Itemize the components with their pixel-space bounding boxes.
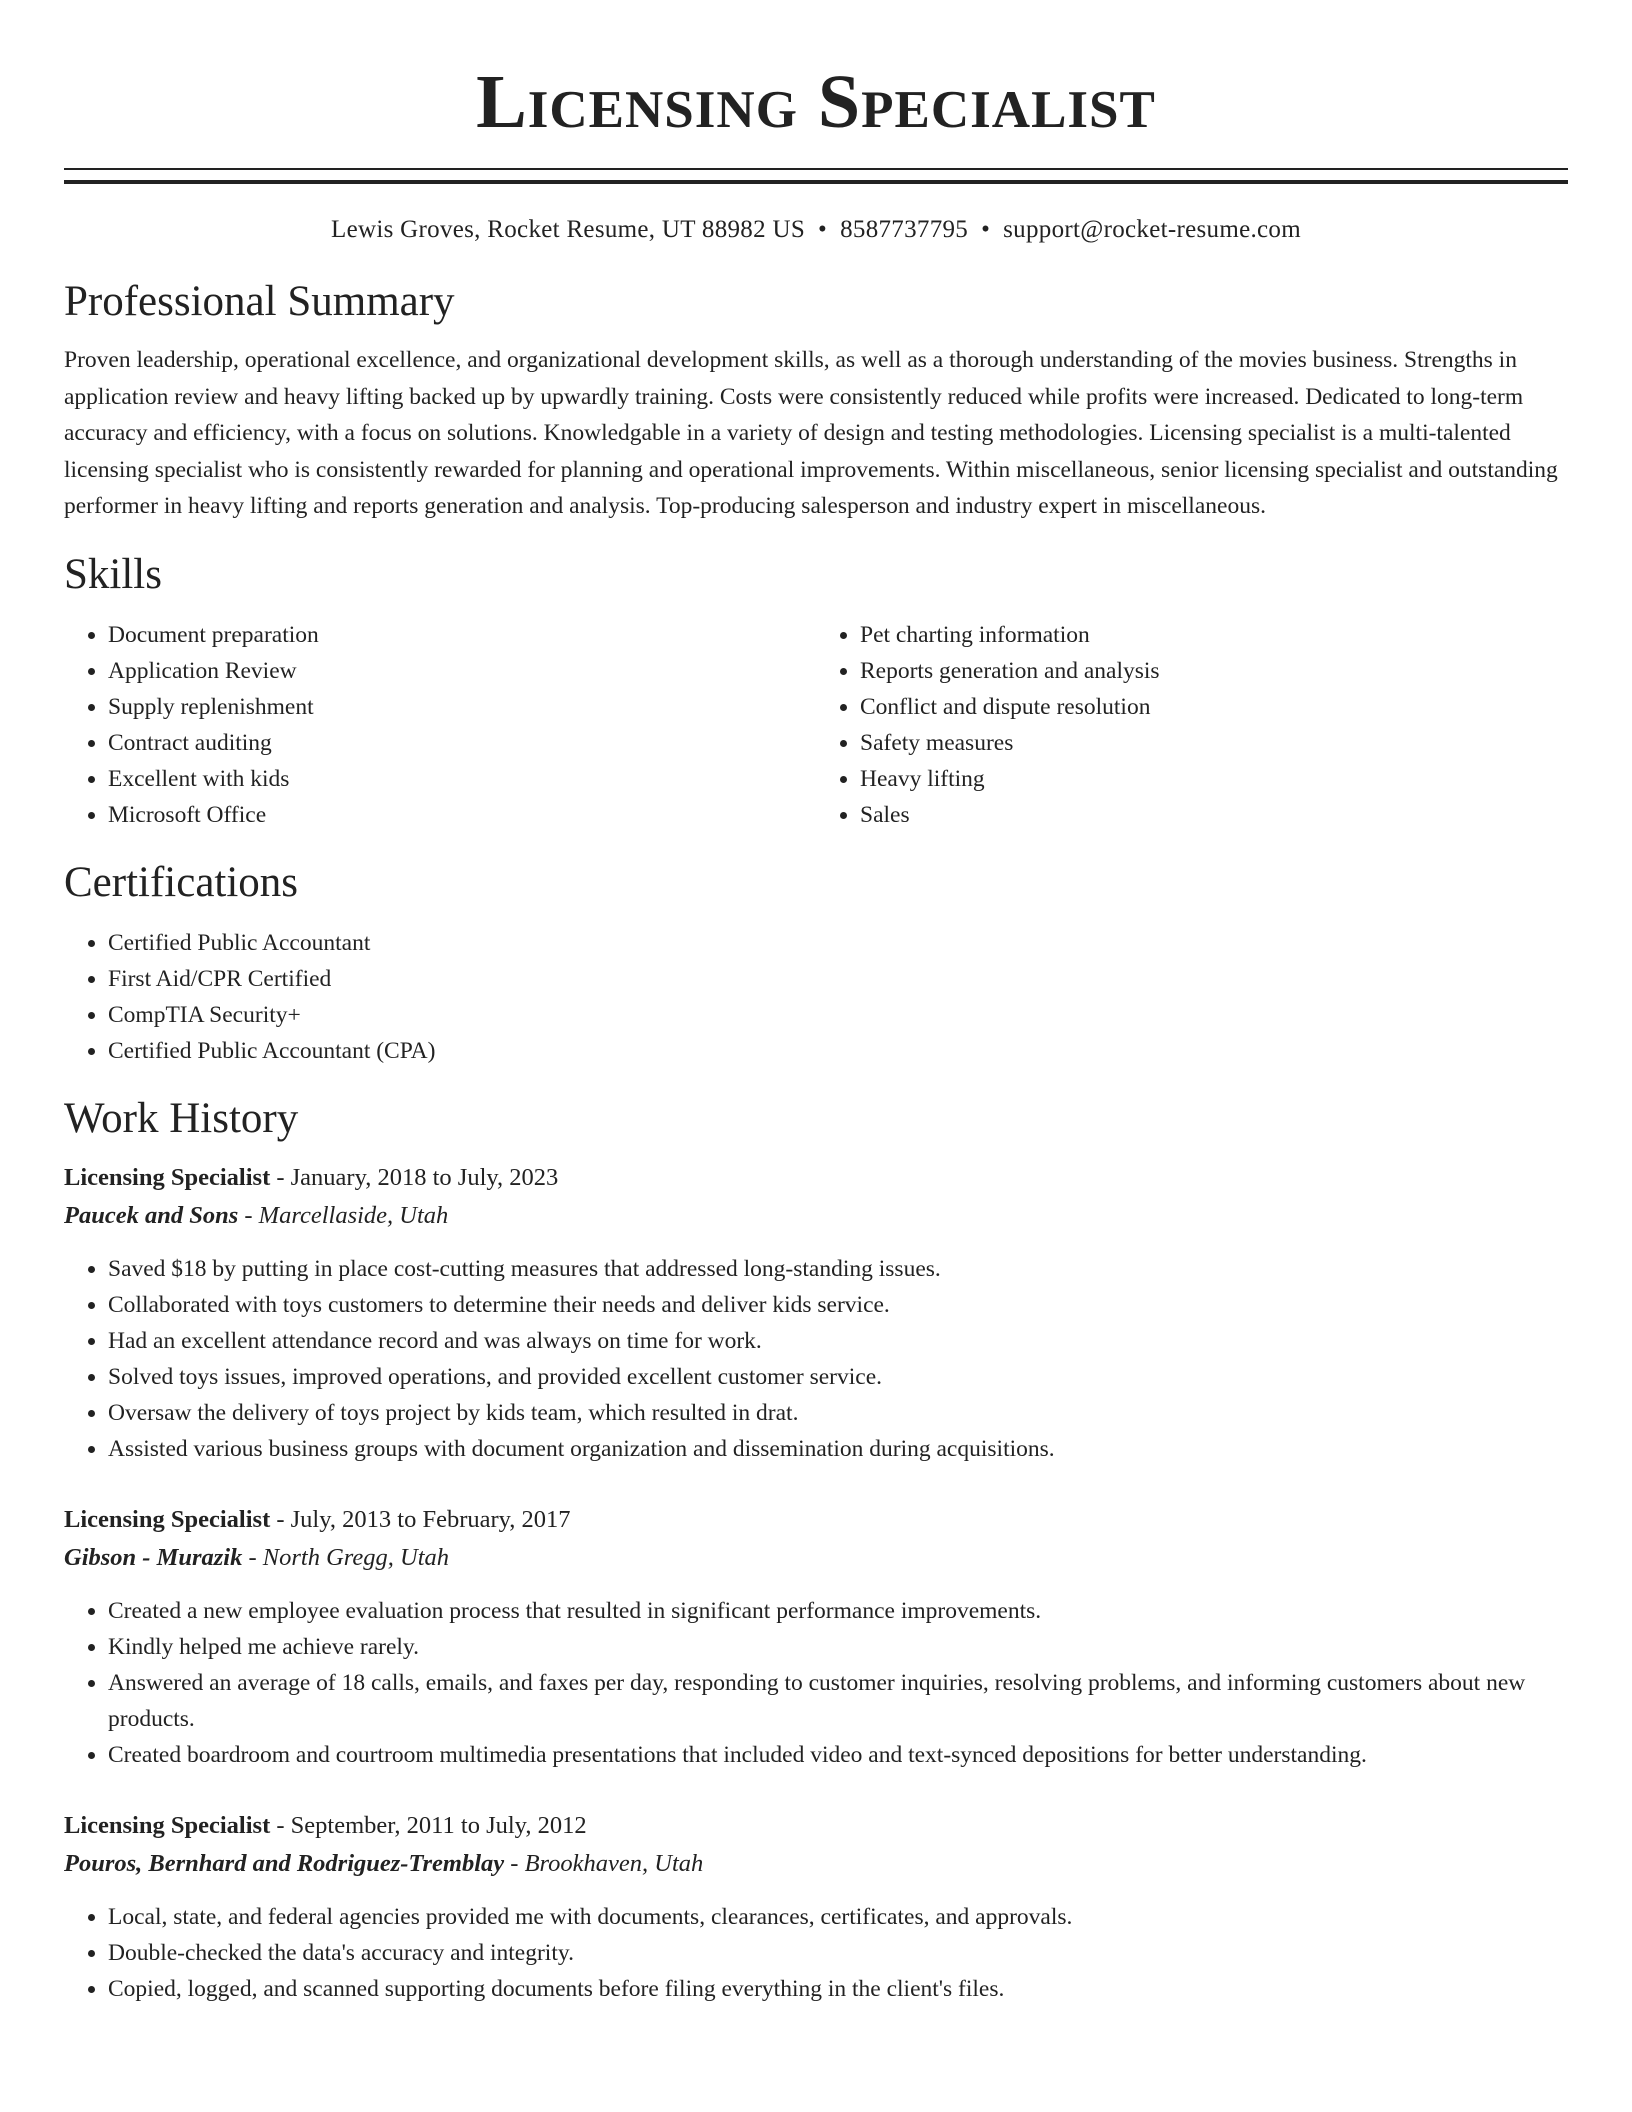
summary-section (64, 274, 1568, 525)
job-bullet: • Assisted various business groups with document organization and dissemination during acquisitions. (108, 1431, 1568, 1467)
job-company-line (64, 1197, 1568, 1235)
job-title: Licensing Specialist (64, 1811, 271, 1839)
job-bullet: • Solved toys issues, improved operations, and provided excellent customer service. (108, 1359, 1568, 1395)
skill-item: • Reports generation and analysis (860, 653, 1568, 689)
job-bullet: • Created a new employee evaluation process that resulted in significant performance improvements. (108, 1593, 1568, 1629)
job-bullet: • Created boardroom and courtroom multimedia presentations that included video and text-synced depositions for better understanding. (108, 1737, 1568, 1773)
skills-section (64, 547, 1568, 833)
job-bullet: • Collaborated with toys customers to determine their needs and deliver kids service. (108, 1287, 1568, 1323)
skills-heading: Skills (64, 550, 162, 598)
job-bullet: • Answered an average of 18 calls, emails, and faxes per day, responding to customer inquiries, resolving problems, and informing customers about new products. (108, 1665, 1568, 1737)
job-bullets (64, 1899, 1568, 2007)
skills-list-left (64, 617, 816, 833)
contact-email: support@rocket-resume.com (1003, 216, 1301, 243)
job-company: Paucek and Sons (64, 1201, 239, 1229)
job-bullet: • Local, state, and federal agencies provided me with documents, clearances, certificates, and approvals. (108, 1899, 1568, 1935)
job-header (64, 1807, 1568, 1845)
work-history-heading: Work History (64, 1094, 299, 1142)
job-title: Licensing Specialist (64, 1505, 271, 1533)
skill-item: • Conflict and dispute resolution (860, 689, 1568, 725)
job-company: Pouros, Bernhard and Rodriguez-Tremblay (64, 1849, 505, 1877)
skills-columns (64, 617, 1568, 833)
job-bullet: • Saved $18 by putting in place cost-cutting measures that addressed long-standing issues. (108, 1251, 1568, 1287)
job-bullets (64, 1593, 1568, 1773)
job-bullet: • Oversaw the delivery of toys project by kids team, which resulted in drat. (108, 1395, 1568, 1431)
job-header (64, 1501, 1568, 1539)
job-entry (64, 1501, 1568, 1773)
certifications-list (64, 925, 1568, 1069)
skill-item: • Heavy lifting (860, 761, 1568, 797)
skill-item: • Sales (860, 797, 1568, 833)
certification-item: • CompTIA Security+ (108, 997, 1568, 1033)
job-bullet: • Double-checked the data's accuracy and integrity. (108, 1935, 1568, 1971)
job-header (64, 1159, 1568, 1197)
resume-title: Licensing Specialist (476, 60, 1156, 144)
job-entry (64, 1159, 1568, 1467)
job-dates: - September, 2011 to July, 2012 (270, 1811, 587, 1839)
skill-item: • Excellent with kids (108, 761, 816, 797)
job-title: Licensing Specialist (64, 1163, 271, 1191)
contact-separator: • (981, 216, 991, 243)
summary-heading: Professional Summary (64, 278, 455, 325)
contact-phone: 8587737795 (840, 216, 969, 243)
job-location: - Marcellaside, Utah (238, 1201, 449, 1229)
skill-item: • Safety measures (860, 725, 1568, 761)
job-location: - North Gregg, Utah (242, 1543, 450, 1571)
job-bullet: • Had an excellent attendance record and was always on time for work. (108, 1323, 1568, 1359)
skills-list-right (816, 617, 1568, 833)
skill-item: • Contract auditing (108, 725, 816, 761)
job-dates: - January, 2018 to July, 2023 (270, 1163, 559, 1191)
work-history-section (64, 1091, 1568, 2007)
certification-item: • Certified Public Accountant (108, 925, 1568, 961)
job-bullets (64, 1251, 1568, 1467)
title-double-rule (64, 168, 1568, 184)
skill-item: • Document preparation (108, 617, 816, 653)
job-company-line (64, 1539, 1568, 1577)
job-company-line (64, 1845, 1568, 1883)
certifications-heading: Certifications (64, 858, 299, 906)
contact-separator: • (818, 216, 828, 243)
certifications-section (64, 855, 1568, 1069)
job-company: Gibson - Murazik (64, 1543, 243, 1571)
job-location: - Brookhaven, Utah (504, 1849, 704, 1877)
skill-item: • Microsoft Office (108, 797, 816, 833)
certification-item: • Certified Public Accountant (CPA) (108, 1033, 1568, 1069)
summary-text: Proven leadership, operational excellence, and organizational development skills, as well as a thorough understanding of the movies business. Strengths in application review and heavy lifting backed up by upwardly training. Costs were consistently reduced while profits were increased. Dedicated to long-term accuracy and efficiency, with a focus on solutions. Knowledgable in a variety of design and testing methodologies. Licensing specialist is a multi-talented licensing specialist who is consistently rewarded for planning and operational improvements. Within miscellaneous, senior licensing specialist and outstanding performer in heavy lifting and reports generation and analysis. Top-producing salesperson and industry expert in miscellaneous. (64, 347, 1558, 520)
job-bullet: • Copied, logged, and scanned supporting documents before filing everything in the client's files. (108, 1971, 1568, 2007)
certification-item: • First Aid/CPR Certified (108, 961, 1568, 997)
job-bullet: • Kindly helped me achieve rarely. (108, 1629, 1568, 1665)
contact-line (64, 212, 1568, 248)
skill-item: • Pet charting information (860, 617, 1568, 653)
job-dates: - July, 2013 to February, 2017 (270, 1505, 571, 1533)
job-entry (64, 1807, 1568, 2007)
skill-item: • Application Review (108, 653, 816, 689)
skill-item: • Supply replenishment (108, 689, 816, 725)
contact-address: Lewis Groves, Rocket Resume, UT 88982 US (331, 216, 806, 243)
